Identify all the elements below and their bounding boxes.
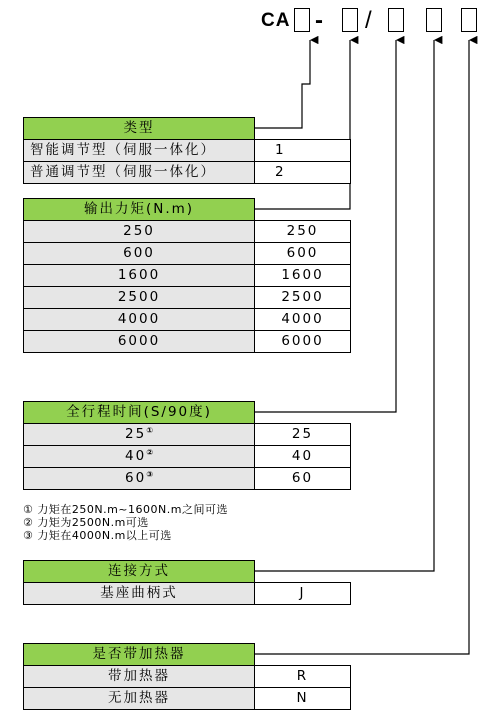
torque-table (23, 198, 351, 353)
code-slash: / (365, 7, 372, 34)
torque-label: 6000 (24, 331, 255, 353)
type-code-2: 2 (255, 162, 351, 184)
torque-label: 250 (24, 221, 255, 243)
torque-label: 4000 (24, 309, 255, 331)
type-label-2: 普通调节型（伺服一体化） (24, 162, 255, 184)
connection-code: J (255, 583, 351, 605)
stroke-time-code: 40 (255, 446, 351, 468)
header-spacer (255, 402, 351, 424)
torque-label: 1600 (24, 265, 255, 287)
heater-table (23, 643, 351, 710)
header-spacer (255, 199, 351, 221)
torque-code: 250 (255, 221, 351, 243)
footnote-2: ② 力矩为2500N.m可选 (23, 516, 149, 529)
header-spacer (255, 644, 351, 666)
torque-code: 600 (255, 243, 351, 265)
footnote-mark: ② (146, 448, 153, 458)
stroke-time-value: 60 (125, 470, 147, 487)
torque-label: 2500 (24, 287, 255, 309)
torque-code: 6000 (255, 331, 351, 353)
code-dash: - (315, 7, 323, 34)
type-table (23, 117, 351, 184)
type-code-1: 1 (255, 140, 351, 162)
stroke-time-header: 全行程时间(S/90度) (24, 402, 255, 424)
footnotes (23, 503, 228, 542)
heater-label: 带加热器 (24, 666, 255, 688)
torque-header: 输出力矩(N.m) (24, 199, 255, 221)
type-header: 类型 (24, 118, 255, 140)
heater-label: 无加热器 (24, 688, 255, 710)
connector-type (254, 40, 310, 128)
footnote-1: ① 力矩在250N.m~1600N.m之间可选 (23, 503, 228, 516)
heater-header: 是否带加热器 (24, 644, 255, 666)
stroke-time-code: 60 (255, 468, 351, 490)
stroke-time-code: 25 (255, 424, 351, 446)
torque-code: 1600 (255, 265, 351, 287)
stroke-time-value: 25 (125, 426, 147, 443)
stroke-time-value: 40 (125, 448, 147, 465)
heater-code: N (255, 688, 351, 710)
stroke-time-table (23, 401, 351, 490)
stroke-time-label (24, 468, 255, 490)
type-label-1: 智能调节型（伺服一体化） (24, 140, 255, 162)
footnote-3: ③ 力矩在4000N.m以上可选 (23, 529, 172, 542)
heater-code: R (255, 666, 351, 688)
connection-label: 基座曲柄式 (24, 583, 255, 605)
connection-header: 连接方式 (24, 561, 255, 583)
model-code-prefix: CA (261, 10, 291, 31)
header-spacer (255, 561, 351, 583)
stroke-time-label (24, 446, 255, 468)
torque-code: 4000 (255, 309, 351, 331)
torque-label: 600 (24, 243, 255, 265)
stroke-time-label (24, 424, 255, 446)
footnote-mark: ① (146, 426, 153, 436)
connection-table (23, 560, 351, 605)
header-spacer (255, 118, 351, 140)
torque-code: 2500 (255, 287, 351, 309)
footnote-mark: ③ (146, 470, 153, 480)
